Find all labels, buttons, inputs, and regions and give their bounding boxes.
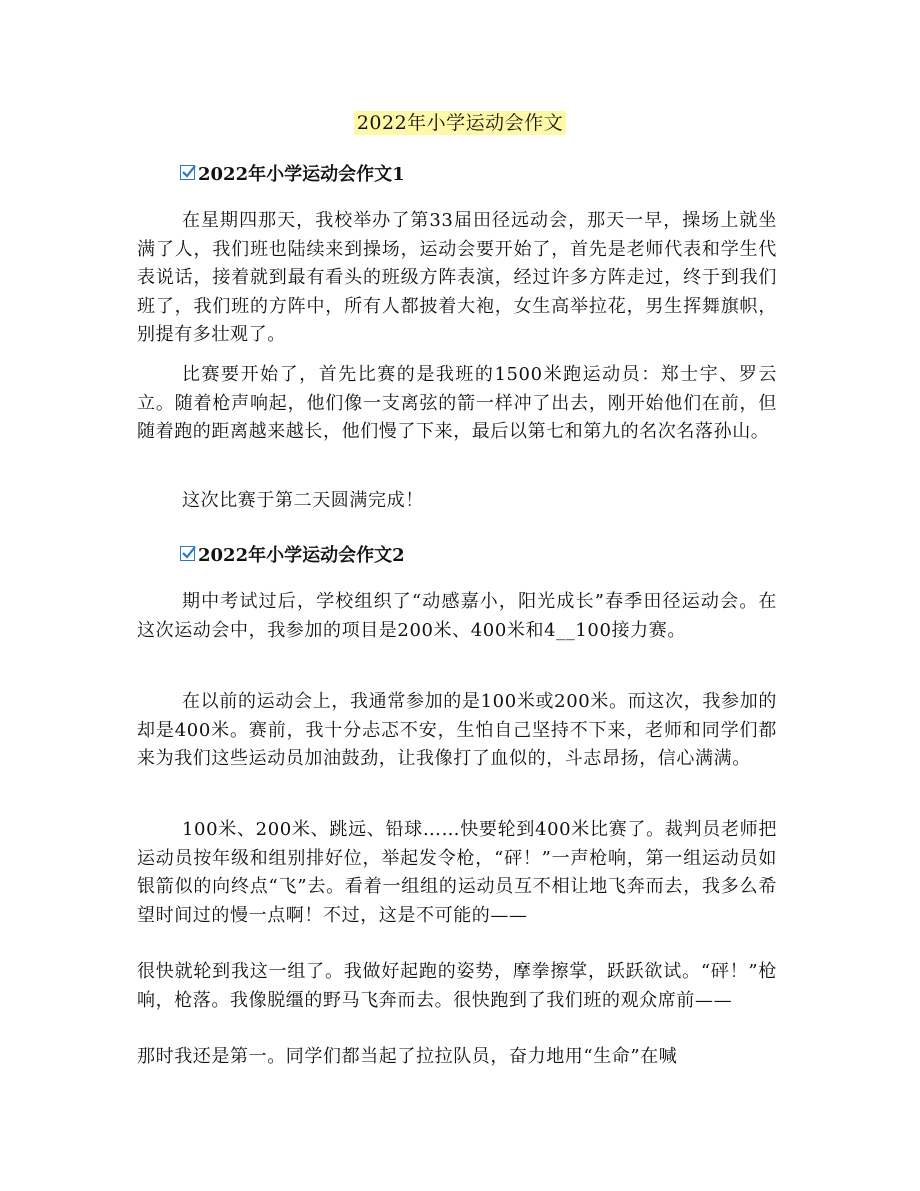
checked-box-icon bbox=[180, 546, 195, 561]
paragraph: 在星期四那天，我校举办了第33届田径远动会，那天一早，操场上就坐满了人，我们班也陆续来到操场，运动会要开始了，首先是老师代表和学生代表说话，接着就到最有看头的班级方阵表演，经过许多方阵走过，终于到我们班了，我们班的方阵中，所有人都披着大袍，女生高举拉花，男生挥舞旗帜，别提有多壮观了。 bbox=[137, 210, 777, 345]
paragraph: 那时我还是第一。同学们都当起了拉拉队员，奋力地用“生命”在喊 bbox=[137, 1046, 678, 1067]
section-heading-1 bbox=[180, 160, 405, 186]
paragraph: 这次比赛于第二天圆满完成！ bbox=[182, 490, 424, 511]
paragraph: 100米、200米、跳远、铅球……快要轮到400米比赛了。裁判员老师把运动员按年级和组别排好位，举起发令枪，“砰！”一声枪响，第一组运动员如银箭似的向终点“飞”去。看着一组组的运动员互不相让地飞奔而去，我多么希望时间过的慢一点啊！不过，这是不可能的—— bbox=[137, 819, 777, 926]
paragraph: 在以前的运动会上，我通常参加的是100米或200米。而这次，我参加的却是400米。赛前，我十分忐忑不安，生怕自己坚持不下来，老师和同学们都来为我们这些运动员加油鼓劲，让我像打了血似的，斗志昂扬，信心满满。 bbox=[137, 691, 777, 769]
paragraph: 比赛要开始了，首先比赛的是我班的1500米跑运动员：郑士宇、罗云立。随着枪声响起，他们像一支离弦的箭一样冲了出去，刚开始他们在前，但随着跑的距离越来越长，他们慢了下来，最后以第七和第九的名次名落孙山。 bbox=[137, 364, 777, 442]
section-heading-text: 2022年小学运动会作文2 bbox=[198, 545, 405, 566]
section-heading-text: 2022年小学运动会作文1 bbox=[198, 164, 405, 185]
section-heading-2 bbox=[180, 541, 405, 567]
paragraph: 很快就轮到我这一组了。我做好起跑的姿势，摩拳擦掌，跃跃欲试。“砰！”枪响，枪落。我像脱缰的野马飞奔而去。很快跑到了我们班的观众席前—— bbox=[137, 961, 777, 1011]
document-title-text: 2022年小学运动会作文 bbox=[354, 111, 566, 135]
paragraph: 期中考试过后，学校组织了“动感嘉小，阳光成长”春季田径运动会。在这次运动会中，我参加的项目是200米、400米和4__100接力赛。 bbox=[137, 591, 777, 641]
document-title bbox=[0, 108, 920, 135]
checked-box-icon bbox=[180, 165, 195, 180]
